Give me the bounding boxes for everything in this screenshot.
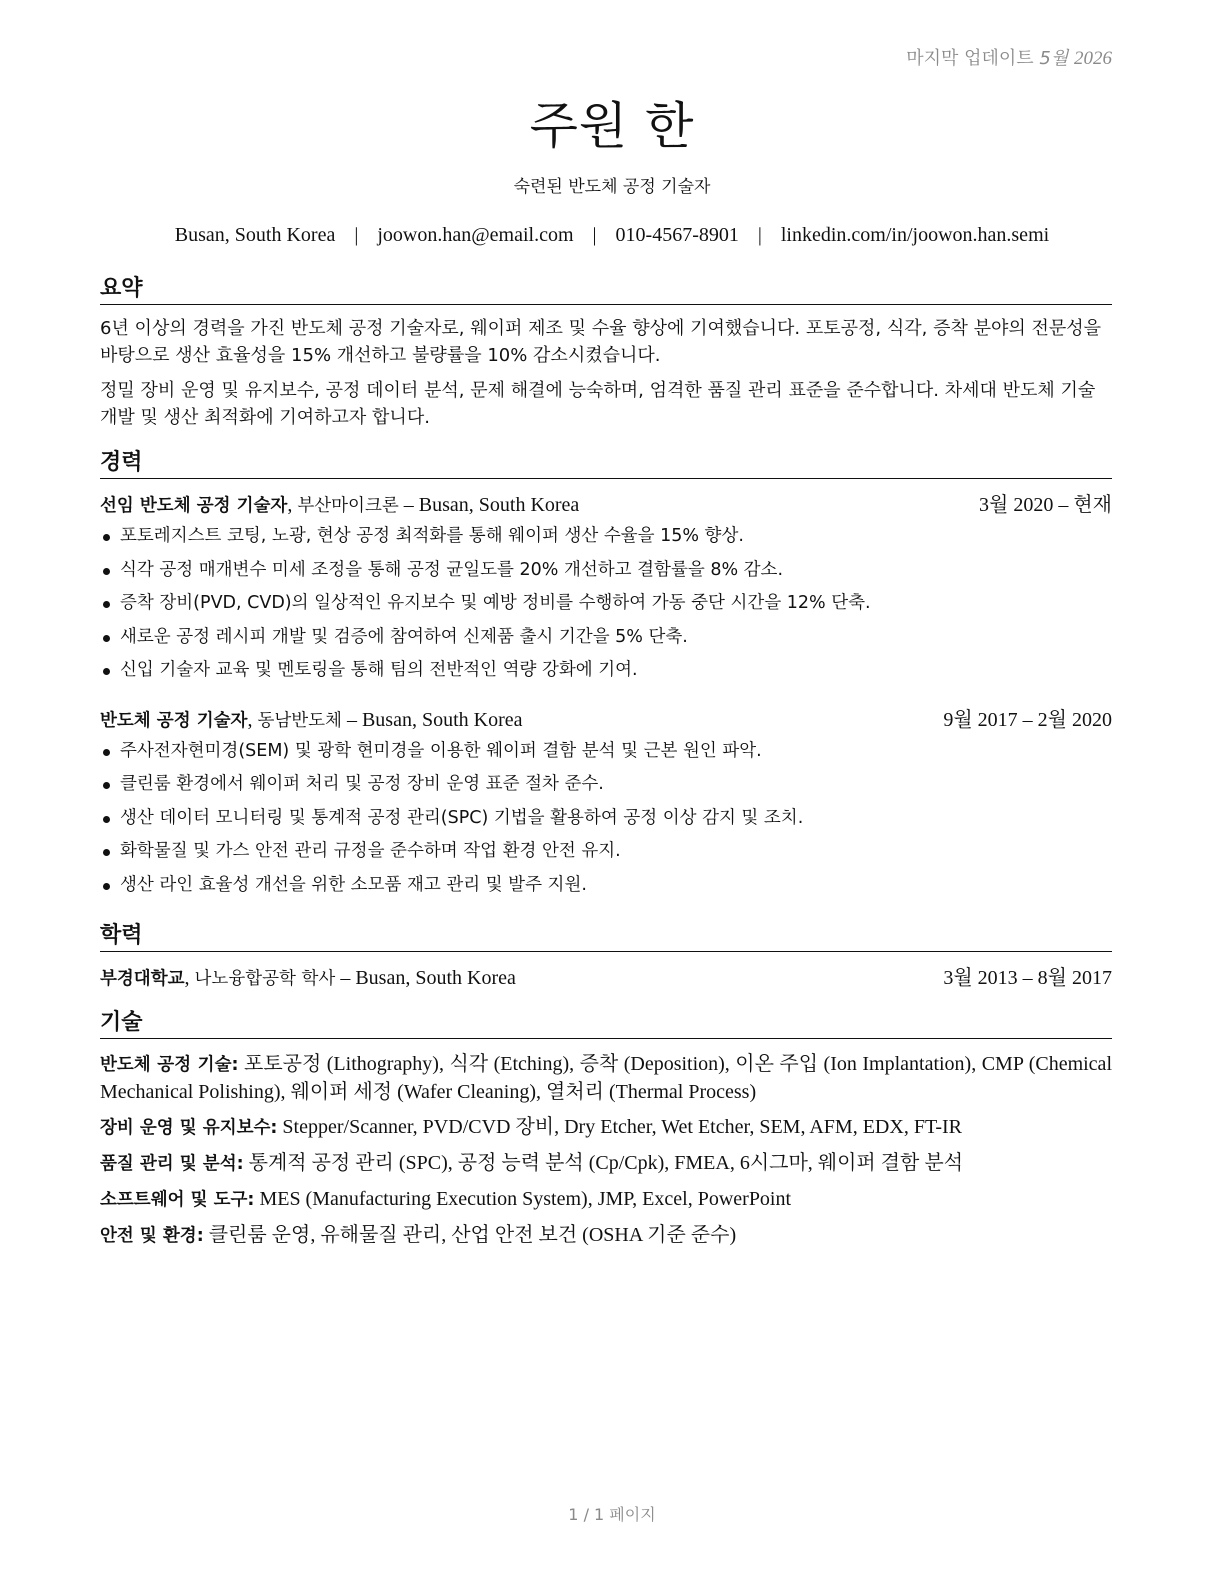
education-dates: 3월 2013 – 8월 2017 (943, 967, 1112, 989)
skills-section (100, 1010, 1112, 1250)
job-bullet: 생산 라인 효율성 개선을 위한 소모품 재고 관리 및 발주 지원. (100, 869, 1112, 903)
job-header: 선임 반도체 공정 기술자, 부산마이크론 – Busan, South Korea 3월 2020 – 현재 (100, 491, 1112, 520)
job-location: Busan, South Korea (418, 494, 580, 516)
summary-paragraph: 정밀 장비 운영 및 유지보수, 공정 데이터 분석, 문제 해결에 능숙하며, 엄격한 품질 관리 표준을 준수합니다. 차세대 반도체 기술 개발 및 생산 최적화에 기여하고자 합니다. (100, 380, 1096, 428)
summary-paragraph: 6년 이상의 경력을 가진 반도체 공정 기술자로, 웨이퍼 제조 및 수율 향상에 기여했습니다. 포토공정, 식각, 증착 분야의 전문성을 바탕으로 생산 효율성을 15% 개선하고 불량률을 10% 감소시켰습니다. (100, 318, 1102, 366)
education-degree: 나노융합공학 학사 (194, 969, 336, 989)
skill-value: 통계적 공정 관리 (SPC), 공정 능력 분석 (Cp/Cpk), FMEA, 6시그마, 웨이퍼 결함 분석 (248, 1152, 964, 1174)
contact-phone: 010-4567-8901 (615, 224, 739, 246)
job-bullet: 새로운 공정 레시피 개발 및 검증에 참여하여 신제품 출시 기간을 5% 단축. (100, 621, 1112, 655)
skill-label: 소프트웨어 및 도구: (100, 1190, 255, 1210)
experience-section (100, 450, 1112, 902)
education-title: 학력 (100, 923, 1112, 952)
contact-separator: | (757, 224, 762, 246)
skill-value: MES (Manufacturing Execution System), JMP, Excel, PowerPoint (259, 1188, 792, 1210)
education-location: Busan, South Korea (355, 967, 516, 989)
job-bullet: 신입 기술자 교육 및 멘토링을 통해 팀의 전반적인 역량 강화에 기여. (100, 654, 1112, 688)
education-section (100, 923, 1112, 993)
skill-label: 장비 운영 및 유지보수: (100, 1118, 278, 1138)
job-role: 선임 반도체 공정 기술자 (100, 496, 288, 516)
education-entry: 부경대학교, 나노융합공학 학사 – Busan, South Korea 3월 2013 – 8월 2017 (100, 964, 1112, 993)
job-bullet: 주사전자현미경(SEM) 및 광학 현미경을 이용한 웨이퍼 결함 분석 및 근본 원인 파악. (100, 735, 1112, 769)
summary-title: 요약 (100, 276, 1112, 305)
skill-item (100, 1051, 1112, 1106)
job-bullet: 포토레지스트 코팅, 노광, 현상 공정 최적화를 통해 웨이퍼 생산 수율을 15% 향상. (100, 520, 1112, 554)
skill-label: 품질 관리 및 분석: (100, 1154, 244, 1174)
contact-location: Busan, South Korea (174, 224, 336, 246)
job-bullet: 증착 장비(PVD, CVD)의 일상적인 유지보수 및 예방 정비를 수행하여 가동 중단 시간을 12% 단축. (100, 587, 1112, 621)
summary-section (100, 276, 1112, 431)
job-location: Busan, South Korea (361, 708, 523, 731)
job-bullet: 클린룸 환경에서 웨이퍼 처리 및 공정 장비 운영 표준 절차 준수. (100, 768, 1112, 802)
contact-separator: | (592, 224, 597, 246)
job-entry (100, 706, 1112, 903)
job-bullets (100, 735, 1112, 903)
job-entry (100, 491, 1112, 688)
skill-item (100, 1150, 1112, 1178)
job-bullet: 화학물질 및 가스 안전 관리 규정을 준수하며 작업 환경 안전 유지. (100, 835, 1112, 869)
job-dates: 3월 2020 – 현재 (979, 494, 1112, 516)
job-role: 반도체 공정 기술자 (100, 710, 248, 731)
job-bullet: 생산 데이터 모니터링 및 통계적 공정 관리(SPC) 기법을 활용하여 공정 이상 감지 및 조치. (100, 802, 1112, 836)
skill-item (100, 1222, 1112, 1250)
last-updated-month: 5월 (1039, 48, 1069, 69)
candidate-name: 주원 한 (529, 97, 695, 155)
job-bullets (100, 520, 1112, 688)
skill-label: 반도체 공정 기술: (100, 1055, 239, 1075)
contact-linkedin[interactable]: linkedin.com/in/joowon.han.semi (780, 224, 1050, 246)
last-updated-label: 마지막 업데이트 (906, 48, 1034, 69)
skill-value: 클린룸 운영, 유해물질 관리, 산업 안전 보건 (OSHA 기준 준수) (208, 1224, 737, 1246)
experience-title: 경력 (100, 450, 1112, 479)
contact-separator: | (354, 224, 359, 246)
skill-item (100, 1114, 1112, 1142)
skills-title: 기술 (100, 1010, 1112, 1039)
job-dates: 9월 2017 – 2월 2020 (943, 708, 1112, 731)
candidate-headline: 숙련된 반도체 공정 기술자 (513, 177, 711, 197)
contact-email[interactable]: joowon.han@email.com (377, 224, 574, 246)
job-bullet: 식각 공정 매개변수 미세 조정을 통해 공정 균일도를 20% 개선하고 결함률을 8% 감소. (100, 554, 1112, 588)
education-school: 부경대학교 (100, 969, 185, 989)
contact-line (0, 224, 1224, 247)
last-updated-year: 2026 (1074, 48, 1112, 69)
page-indicator: 1 / 1 페이지 (568, 1505, 656, 1524)
skill-label: 안전 및 환경: (100, 1226, 204, 1246)
job-company: 동남반도체 (257, 710, 342, 731)
job-company: 부산마이크론 (297, 496, 399, 516)
skill-value: Stepper/Scanner, PVD/CVD 장비, Dry Etcher, Wet Etcher, SEM, AFM, EDX, FT-IR (282, 1116, 962, 1138)
skill-value: 포토공정 (Lithography), 식각 (Etching), 증착 (Deposition), 이온 주입 (Ion Implantation), CMP (Chemical Mechanical Polishing), 웨이퍼 세정 (Wafer Cleaning), 열처리 (Thermal Process) (100, 1053, 1112, 1103)
job-header: 반도체 공정 기술자, 동남반도체 – Busan, South Korea 9월 2017 – 2월 2020 (100, 706, 1112, 735)
last-updated (906, 44, 1112, 70)
skill-item (100, 1186, 1112, 1214)
